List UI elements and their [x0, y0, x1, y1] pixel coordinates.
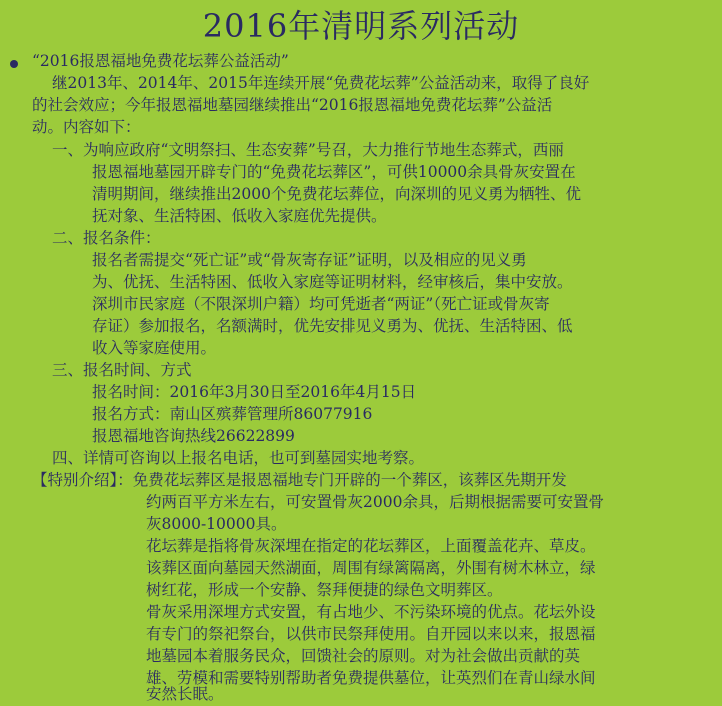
section1-line: 抚对象、生活特困、低收入家庭优先提供。	[92, 207, 387, 225]
section2-line: 收入等家庭使用。	[92, 339, 217, 357]
section1-line: 清明期间，继续推出2000个免费花坛葬位，向深圳的见义勇为牺牲、优	[92, 185, 581, 203]
signup-time: 报名时间：2016年3月30日至2016年4月15日	[92, 383, 417, 401]
special-intro-line: 有专门的祭祀祭台，以供市民祭拜使用。自开园以来以来，报恩福	[146, 625, 596, 643]
section1-line: 报恩福地墓园开辟专门的“免费花坛葬区”，可供10000余具骨灰安置在	[92, 163, 576, 181]
bullet-dot	[10, 60, 18, 68]
section2-line: 报名者需提交“死亡证”或“骨灰寄存证”证明，以及相应的见义勇	[92, 251, 527, 269]
special-intro-line: 树红花，形成一个安静、祭拜便捷的绿色文明葬区。	[146, 581, 503, 599]
special-intro-line: 雄、劳模和需要特别帮助者免费提供墓位，让英烈们在青山绿水间	[146, 669, 596, 687]
special-intro-line: 该葬区面向墓园天然湖面，周围有绿篱隔离，外围有树木林立，绿	[146, 559, 596, 577]
special-intro-line: 安然长眠。	[146, 685, 224, 703]
section3-heading: 三、报名时间、方式	[52, 361, 192, 379]
intro-line: 继2013年、2014年、2015年连续开展“免费花坛葬”公益活动来，取得了良好	[52, 74, 590, 92]
special-intro-line: 约两百平方米左右，可安置骨灰2000余具，后期根据需要可安置骨	[146, 493, 604, 511]
special-intro-line: 骨灰采用深埋方式安置，有占地少、不污染环境的优点。花坛外设	[146, 603, 596, 621]
special-intro-line: 花坛葬是指将骨灰深埋在指定的花坛葬区，上面覆盖花卉、草皮。	[146, 537, 596, 555]
bullet-heading: “2016报恩福地免费花坛葬公益活动”	[32, 52, 289, 70]
hotline: 报恩福地咨询热线26622899	[92, 427, 295, 445]
section4-line: 四、详情可咨询以上报名电话，也可到墓园实地考察。	[52, 449, 425, 467]
signup-method: 报名方式：南山区殡葬管理所86077916	[92, 405, 373, 423]
section2-line: 深圳市民家庭（不限深圳户籍）均可凭逝者“两证”（死亡证或骨灰寄	[92, 295, 550, 313]
section1-line: 一、为响应政府“文明祭扫、生态安葬”号召，大力推行节地生态葬式，西丽	[52, 141, 564, 159]
special-intro-line: 【特别介绍】：免费花坛葬区是报恩福地专门开辟的一个葬区，该葬区先期开发	[32, 471, 567, 489]
section2-line: 为、优抚、生活特困、低收入家庭等证明材料，经审核后，集中安放。	[92, 273, 573, 291]
special-intro-line: 地墓园本着服务民众，回馈社会的原则。对为社会做出贡献的英	[146, 647, 581, 665]
section2-line: 存证）参加报名，名额满时，优先安排见义勇为、优抚、生活特困、低	[92, 317, 573, 335]
intro-line: 动。内容如下：	[32, 118, 141, 136]
special-intro-line: 灰8000-10000具。	[146, 515, 287, 533]
intro-line: 的社会效应；今年报恩福地墓园继续推出“2016报恩福地免费花坛葬”公益活	[32, 96, 553, 114]
page-title: 2016年清明系列活动	[202, 7, 520, 45]
section2-heading: 二、报名条件：	[52, 229, 161, 247]
